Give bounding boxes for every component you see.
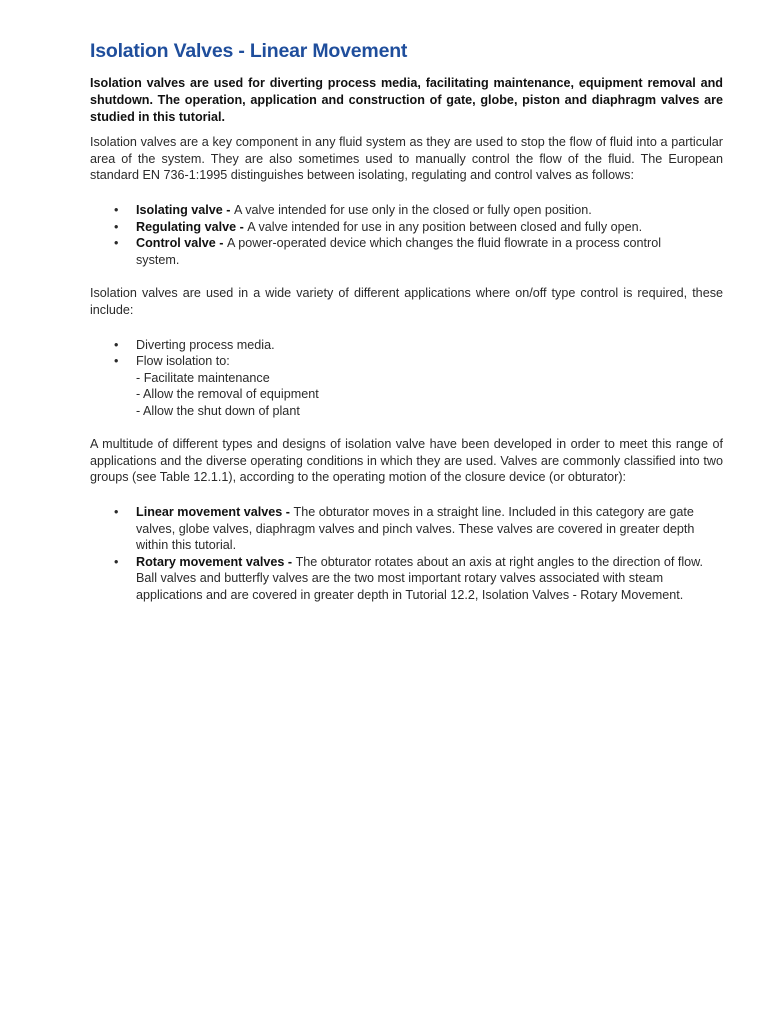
definitions-list <box>90 202 723 268</box>
sub-item: - Allow the removal of equipment <box>136 387 319 402</box>
group-term: Linear movement valves - <box>136 505 294 520</box>
definition-term: Control valve - <box>136 236 227 251</box>
list-item <box>90 235 723 268</box>
definition-text: A power-operated device which changes the fluid flowrate in a process control system. <box>136 236 662 267</box>
definition-term: Regulating valve - <box>136 219 248 234</box>
definition-term: Isolating valve - <box>136 203 234 218</box>
list-item <box>90 504 723 554</box>
bullet-icon: • <box>114 354 119 369</box>
definition-text: A valve intended for use in any position between closed and fully open. <box>247 219 643 234</box>
sub-item: - Facilitate maintenance <box>136 370 270 385</box>
list-item <box>90 353 723 419</box>
page-title: Isolation Valves - Linear Movement <box>90 40 408 62</box>
bullet-icon: • <box>114 203 119 218</box>
definition-text: A valve intended for use only in the closed or fully open position. <box>233 203 592 218</box>
list-item <box>90 219 723 236</box>
intro-paragraph: Isolation valves are used for diverting process media, facilitating maintenance, equipment removal and shutdown. The operation, application and construction of gate, globe, piston and diaphragm valves are studied in this tutorial. <box>90 76 723 124</box>
list-item <box>90 202 723 219</box>
bullet-icon: • <box>114 337 119 352</box>
list-item-text: Flow isolation to: <box>136 354 230 369</box>
group-text: The obturator moves in a straight line. Included in this category are gate valves, globe valves, diaphragm valves and pinch valves. These valves are covered in greater depth within this tutorial. <box>136 505 695 553</box>
list-item-text: Diverting process media. <box>136 337 275 352</box>
bullet-icon: • <box>114 554 119 569</box>
body-paragraph-2: Isolation valves are used in a wide variety of different applications where on/off type control is required, these include: <box>90 286 723 317</box>
bullet-icon: • <box>114 236 119 251</box>
document-page <box>90 38 723 603</box>
bullet-icon: • <box>114 505 119 520</box>
bullet-icon: • <box>114 219 119 234</box>
group-text: The obturator rotates about an axis at right angles to the direction of flow. Ball valves and butterfly valves are the two most important rotary valves associated with steam applications and are covered in greater depth in Tutorial 12.2, Isolation Valves - Rotary Movement. <box>136 554 704 602</box>
applications-list <box>90 337 723 420</box>
list-item <box>90 337 723 354</box>
body-paragraph-1: Isolation valves are a key component in any fluid system as they are used to stop the flow of fluid into a particular area of the system. They are also sometimes used to manually control the flow of the fluid. The European standard EN 736-1:1995 distinguishes between isolating, regulating and control valves as follows: <box>90 135 723 183</box>
body-paragraph-3: A multitude of different types and designs of isolation valve have been developed in order to meet this range of applications and the diverse operating conditions in which they are used. Valves are commonly classified into two groups (see Table 12.1.1), according to the operating motion of the closure device (or obturator): <box>90 437 723 485</box>
valve-groups-list <box>90 504 723 603</box>
list-item <box>90 554 723 604</box>
sub-item: - Allow the shut down of plant <box>136 403 300 418</box>
group-term: Rotary movement valves - <box>136 554 296 569</box>
